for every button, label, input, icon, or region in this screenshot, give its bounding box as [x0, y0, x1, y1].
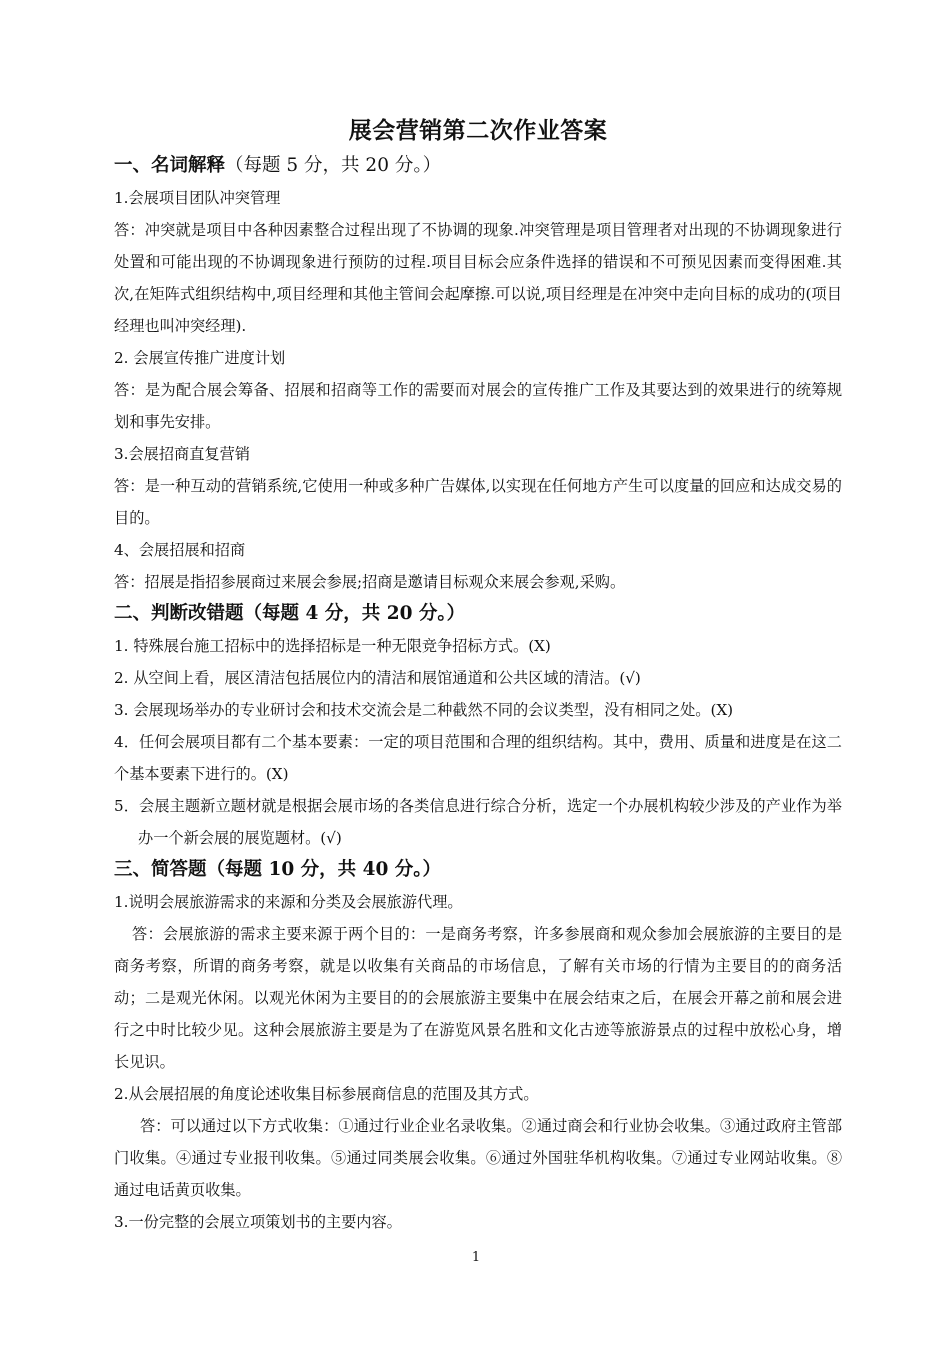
judgement-item: 3. 会展现场举办的专业研讨会和技术交流会是二种截然不同的会议类型，没有相同之处。(X) [114, 701, 734, 719]
question-text: 2. 会展宣传推广进度计划 [114, 349, 286, 367]
section-heading-score: （每题 4 分，共 20 分。） [243, 603, 466, 624]
answer-text: 答：可以通过以下方式收集：①通过行业企业名录收集。②通过商会和行业协会收集。③通过政府主管部门收集。④通过专业报刊收集。⑤通过同类展会收集。⑥通过外国驻华机构收集。⑦通过专业网站收集。⑧通过电话黄页收集。 [114, 1117, 842, 1199]
question-text: 1.说明会展旅游需求的来源和分类及会展旅游代理。 [114, 893, 463, 911]
judgement-item: 1. 特殊展台施工招标中的选择招标是一种无限竞争招标方式。(X) [114, 637, 551, 655]
document-title: 展会营销第二次作业答案 [348, 117, 608, 144]
judgement-item: 5．会展主题新立题材就是根据会展市场的各类信息进行综合分析，选定一个办展机构较少涉及的产业作为举办一个新会展的展览题材。(√) [114, 797, 842, 847]
question-text: 3.会展招商直复营销 [114, 445, 250, 463]
page-number: 1 [471, 1250, 481, 1265]
answer-text: 答：是为配合展会筹备、招展和招商等工作的需要而对展会的宣传推广工作及其要达到的效果进行的统筹规划和事先安排。 [114, 381, 842, 431]
section-heading-true-false [114, 598, 842, 630]
answer-text: 答：会展旅游的需求主要来源于两个目的：一是商务考察，许多参展商和观众参加会展旅游的主要目的是商务考察，所谓的商务考察，就是以收集有关商品的市场信息，了解有关市场的行情为主要目的的商务活动；二是观光休闲。以观光休闲为主要目的的会展旅游主要集中在展会结束之后，在展会开幕之前和展会进行之中时比较少见。这种会展旅游主要是为了在游览风景名胜和文化古迹等旅游景点的过程中放松心身，增长见识。 [114, 925, 842, 1071]
document-body [114, 112, 842, 1238]
question-text: 2.从会展招展的角度论述收集目标参展商信息的范围及其方式。 [114, 1085, 539, 1103]
question-text: 1.会展项目团队冲突管理 [114, 189, 281, 207]
question-text: 4、会展招展和招商 [114, 541, 246, 559]
answer-text: 答：是一种互动的营销系统,它使用一种或多种广告媒体,以实现在任何地方产生可以度量的回应和达成交易的目的。 [114, 477, 842, 527]
answer-text: 答：招展是指招参展商过来展会参展;招商是邀请目标观众来展会参观,采购。 [114, 573, 626, 591]
answer-text: 答：冲突就是项目中各种因素整合过程出现了不协调的现象.冲突管理是项目管理者对出现的不协调现象进行处置和可能出现的不协调现象进行预防的过程.项目目标会应条件选择的错误和不可预见因素而变得困难.其次,在矩阵式组织结构中,项目经理和其他主管间会起摩擦.可以说,项目经理是在冲突中走向目标的成功的(项目经理也叫冲突经理). [114, 221, 842, 335]
section-heading-score: （每题 10 分，共 40 分。） [206, 859, 442, 880]
section-heading-label: 一、名词解释 [114, 155, 226, 176]
section-heading-short-answer [114, 854, 842, 886]
judgement-item: 2. 从空间上看，展区清洁包括展位内的清洁和展馆通道和公共区域的清洁。(√) [114, 669, 641, 687]
section-heading-label: 二、判断改错题 [114, 603, 244, 624]
section-heading-label: 三、简答题 [114, 859, 207, 880]
section-heading-definitions [114, 150, 842, 182]
judgement-item: 4．任何会展项目都有二个基本要素：一定的项目范围和合理的组织结构。其中，费用、质量和进度是在这二个基本要素下进行的。(X) [114, 733, 842, 783]
question-text: 3.一份完整的会展立项策划书的主要内容。 [114, 1213, 402, 1231]
section-heading-score: （每题 5 分，共 20 分。） [225, 155, 442, 176]
